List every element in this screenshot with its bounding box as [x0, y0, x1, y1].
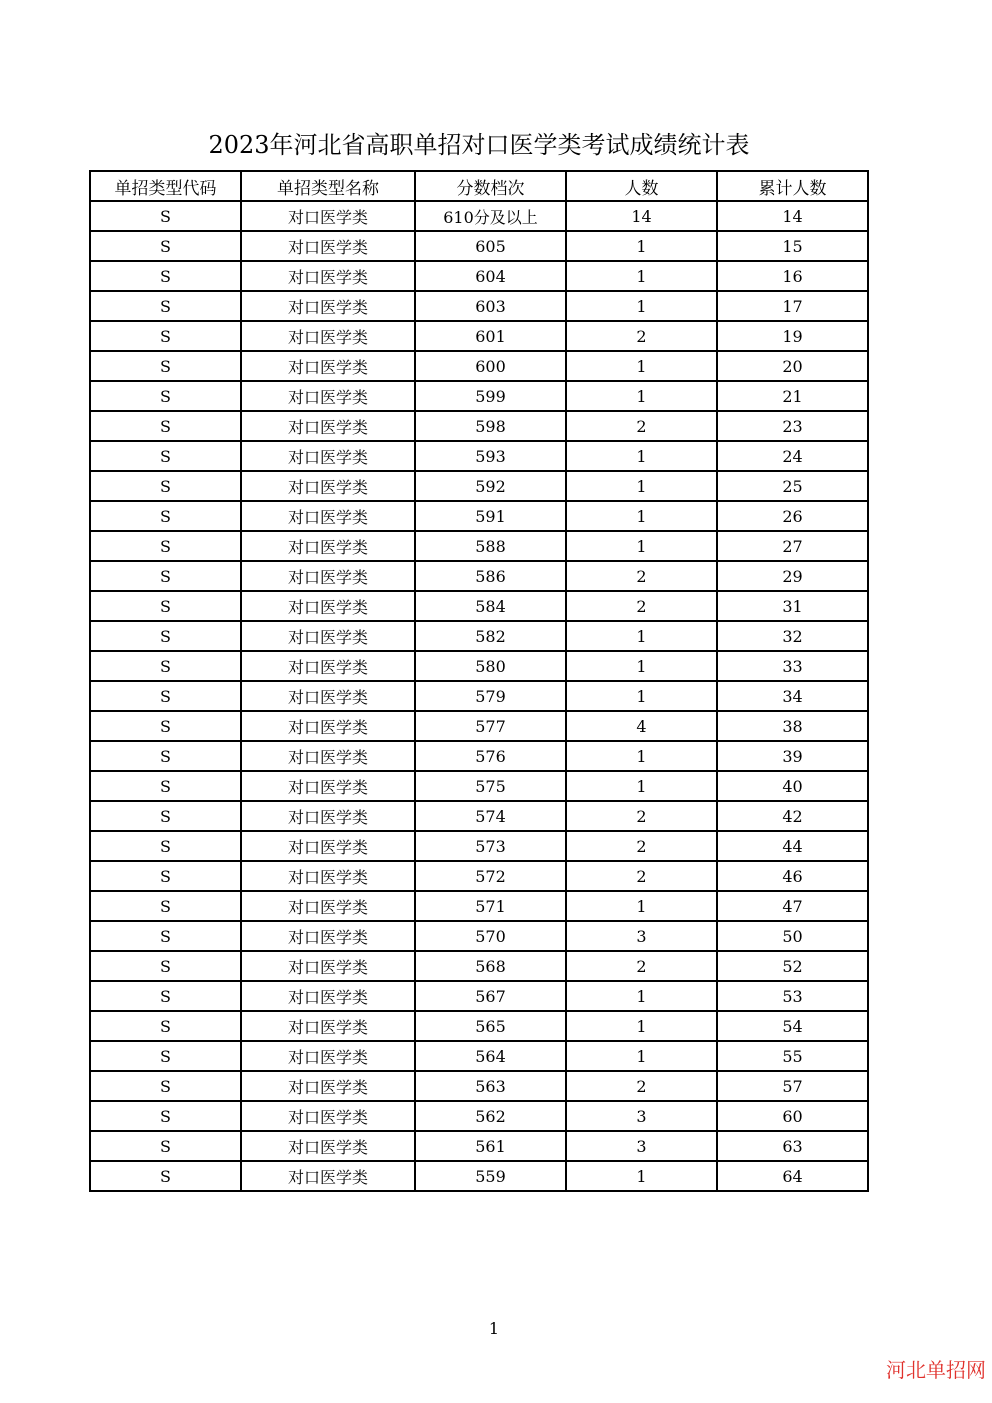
column-header-type-code: 单招类型代码 — [90, 171, 241, 201]
cell-cumulative: 17 — [717, 291, 868, 321]
table-row — [90, 1161, 868, 1191]
cell-cumulative: 24 — [717, 441, 868, 471]
cell-type-name: 对口医学类 — [241, 651, 415, 681]
table-row — [90, 381, 868, 411]
cell-cumulative: 44 — [717, 831, 868, 861]
cell-cumulative: 60 — [717, 1101, 868, 1131]
cell-type-code: S — [90, 351, 241, 381]
column-header-count: 人数 — [566, 171, 717, 201]
cell-count: 2 — [566, 321, 717, 351]
table-row — [90, 831, 868, 861]
table-row — [90, 921, 868, 951]
cell-type-code: S — [90, 441, 241, 471]
table-row — [90, 801, 868, 831]
cell-count: 1 — [566, 621, 717, 651]
table-row — [90, 1041, 868, 1071]
cell-type-code: S — [90, 981, 241, 1011]
cell-type-code: S — [90, 831, 241, 861]
cell-cumulative: 25 — [717, 471, 868, 501]
table-body — [90, 201, 868, 1191]
cell-score-band: 562 — [415, 1101, 566, 1131]
table-row — [90, 441, 868, 471]
cell-cumulative: 47 — [717, 891, 868, 921]
table-row — [90, 531, 868, 561]
cell-count: 1 — [566, 891, 717, 921]
cell-type-name: 对口医学类 — [241, 891, 415, 921]
table-row — [90, 411, 868, 441]
cell-type-name: 对口医学类 — [241, 531, 415, 561]
cell-score-band: 603 — [415, 291, 566, 321]
cell-type-name: 对口医学类 — [241, 231, 415, 261]
cell-cumulative: 38 — [717, 711, 868, 741]
cell-type-name: 对口医学类 — [241, 1101, 415, 1131]
cell-type-code: S — [90, 321, 241, 351]
cell-score-band: 580 — [415, 651, 566, 681]
cell-type-name: 对口医学类 — [241, 201, 415, 231]
table-row — [90, 291, 868, 321]
cell-cumulative: 39 — [717, 741, 868, 771]
cell-count: 1 — [566, 531, 717, 561]
cell-cumulative: 57 — [717, 1071, 868, 1101]
cell-score-band: 567 — [415, 981, 566, 1011]
cell-type-code: S — [90, 1041, 241, 1071]
cell-type-name: 对口医学类 — [241, 801, 415, 831]
cell-cumulative: 46 — [717, 861, 868, 891]
cell-cumulative: 15 — [717, 231, 868, 261]
cell-type-code: S — [90, 261, 241, 291]
cell-count: 1 — [566, 1161, 717, 1191]
cell-type-code: S — [90, 201, 241, 231]
cell-cumulative: 50 — [717, 921, 868, 951]
cell-cumulative: 27 — [717, 531, 868, 561]
cell-cumulative: 52 — [717, 951, 868, 981]
table-row — [90, 681, 868, 711]
cell-type-code: S — [90, 231, 241, 261]
cell-type-name: 对口医学类 — [241, 831, 415, 861]
cell-count: 1 — [566, 1041, 717, 1071]
cell-type-name: 对口医学类 — [241, 1011, 415, 1041]
column-header-score-band: 分数档次 — [415, 171, 566, 201]
cell-cumulative: 23 — [717, 411, 868, 441]
cell-score-band: 561 — [415, 1131, 566, 1161]
cell-cumulative: 26 — [717, 501, 868, 531]
cell-cumulative: 16 — [717, 261, 868, 291]
cell-score-band: 604 — [415, 261, 566, 291]
cell-type-code: S — [90, 861, 241, 891]
table-row — [90, 621, 868, 651]
cell-count: 2 — [566, 951, 717, 981]
cell-type-code: S — [90, 651, 241, 681]
table-row — [90, 351, 868, 381]
cell-count: 3 — [566, 1101, 717, 1131]
table-row — [90, 651, 868, 681]
cell-score-band: 600 — [415, 351, 566, 381]
table-header-row — [90, 171, 868, 201]
cell-type-name: 对口医学类 — [241, 861, 415, 891]
score-table — [89, 170, 869, 1192]
cell-cumulative: 21 — [717, 381, 868, 411]
table-row — [90, 201, 868, 231]
table-row — [90, 891, 868, 921]
cell-score-band: 588 — [415, 531, 566, 561]
cell-type-code: S — [90, 681, 241, 711]
cell-type-code: S — [90, 1131, 241, 1161]
cell-score-band: 563 — [415, 1071, 566, 1101]
page-title: 2023年河北省高职单招对口医学类考试成绩统计表 — [208, 131, 750, 159]
cell-count: 1 — [566, 741, 717, 771]
cell-type-code: S — [90, 711, 241, 741]
cell-cumulative: 34 — [717, 681, 868, 711]
cell-score-band: 571 — [415, 891, 566, 921]
cell-type-name: 对口医学类 — [241, 321, 415, 351]
cell-type-code: S — [90, 501, 241, 531]
table-row — [90, 951, 868, 981]
cell-score-band: 582 — [415, 621, 566, 651]
cell-score-band: 565 — [415, 1011, 566, 1041]
page-number: 1 — [488, 1319, 500, 1338]
table-row — [90, 771, 868, 801]
cell-count: 2 — [566, 1071, 717, 1101]
cell-score-band: 576 — [415, 741, 566, 771]
cell-type-name: 对口医学类 — [241, 621, 415, 651]
cell-score-band: 605 — [415, 231, 566, 261]
column-header-type-name: 单招类型名称 — [241, 171, 415, 201]
cell-cumulative: 31 — [717, 591, 868, 621]
cell-type-code: S — [90, 921, 241, 951]
table-row — [90, 1071, 868, 1101]
cell-score-band: 573 — [415, 831, 566, 861]
cell-type-code: S — [90, 891, 241, 921]
cell-score-band: 572 — [415, 861, 566, 891]
cell-type-name: 对口医学类 — [241, 261, 415, 291]
cell-type-name: 对口医学类 — [241, 711, 415, 741]
cell-type-name: 对口医学类 — [241, 351, 415, 381]
table-row — [90, 561, 868, 591]
cell-score-band: 570 — [415, 921, 566, 951]
cell-type-name: 对口医学类 — [241, 951, 415, 981]
cell-type-name: 对口医学类 — [241, 501, 415, 531]
cell-count: 1 — [566, 471, 717, 501]
cell-count: 1 — [566, 441, 717, 471]
cell-type-code: S — [90, 531, 241, 561]
cell-type-code: S — [90, 591, 241, 621]
cell-type-name: 对口医学类 — [241, 741, 415, 771]
cell-score-band: 586 — [415, 561, 566, 591]
cell-cumulative: 33 — [717, 651, 868, 681]
cell-type-code: S — [90, 741, 241, 771]
table-row — [90, 591, 868, 621]
cell-type-code: S — [90, 411, 241, 441]
cell-count: 3 — [566, 1131, 717, 1161]
cell-cumulative: 20 — [717, 351, 868, 381]
cell-count: 1 — [566, 231, 717, 261]
cell-score-band: 593 — [415, 441, 566, 471]
cell-type-name: 对口医学类 — [241, 561, 415, 591]
cell-count: 1 — [566, 981, 717, 1011]
cell-type-code: S — [90, 801, 241, 831]
cell-count: 1 — [566, 651, 717, 681]
column-header-cumulative: 累计人数 — [717, 171, 868, 201]
cell-count: 1 — [566, 681, 717, 711]
cell-score-band: 577 — [415, 711, 566, 741]
table-row — [90, 1101, 868, 1131]
cell-cumulative: 40 — [717, 771, 868, 801]
cell-cumulative: 19 — [717, 321, 868, 351]
cell-type-code: S — [90, 1071, 241, 1101]
cell-count: 2 — [566, 861, 717, 891]
cell-cumulative: 55 — [717, 1041, 868, 1071]
table-row — [90, 1011, 868, 1041]
cell-score-band: 598 — [415, 411, 566, 441]
cell-cumulative: 63 — [717, 1131, 868, 1161]
cell-count: 2 — [566, 831, 717, 861]
cell-cumulative: 64 — [717, 1161, 868, 1191]
cell-type-name: 对口医学类 — [241, 471, 415, 501]
cell-type-name: 对口医学类 — [241, 921, 415, 951]
table-row — [90, 471, 868, 501]
cell-type-code: S — [90, 561, 241, 591]
cell-count: 1 — [566, 261, 717, 291]
cell-count: 2 — [566, 561, 717, 591]
cell-score-band: 610分及以上 — [415, 201, 566, 231]
cell-cumulative: 53 — [717, 981, 868, 1011]
cell-score-band: 568 — [415, 951, 566, 981]
cell-type-code: S — [90, 1011, 241, 1041]
cell-type-name: 对口医学类 — [241, 1041, 415, 1071]
cell-score-band: 599 — [415, 381, 566, 411]
cell-type-code: S — [90, 381, 241, 411]
cell-score-band: 592 — [415, 471, 566, 501]
table-row — [90, 861, 868, 891]
table-row — [90, 501, 868, 531]
table-row — [90, 1131, 868, 1161]
cell-type-code: S — [90, 771, 241, 801]
cell-count: 2 — [566, 591, 717, 621]
cell-count: 3 — [566, 921, 717, 951]
cell-type-name: 对口医学类 — [241, 381, 415, 411]
cell-count: 4 — [566, 711, 717, 741]
cell-cumulative: 54 — [717, 1011, 868, 1041]
cell-type-name: 对口医学类 — [241, 681, 415, 711]
cell-type-name: 对口医学类 — [241, 441, 415, 471]
cell-score-band: 564 — [415, 1041, 566, 1071]
cell-score-band: 579 — [415, 681, 566, 711]
table-row — [90, 321, 868, 351]
cell-count: 14 — [566, 201, 717, 231]
cell-type-name: 对口医学类 — [241, 981, 415, 1011]
cell-score-band: 574 — [415, 801, 566, 831]
cell-count: 1 — [566, 351, 717, 381]
cell-type-code: S — [90, 471, 241, 501]
cell-score-band: 584 — [415, 591, 566, 621]
cell-type-name: 对口医学类 — [241, 1131, 415, 1161]
watermark: 河北单招网 — [886, 1358, 986, 1382]
cell-cumulative: 29 — [717, 561, 868, 591]
cell-count: 1 — [566, 291, 717, 321]
cell-type-code: S — [90, 1161, 241, 1191]
cell-score-band: 575 — [415, 771, 566, 801]
cell-type-name: 对口医学类 — [241, 591, 415, 621]
cell-count: 2 — [566, 801, 717, 831]
table-row — [90, 741, 868, 771]
cell-type-code: S — [90, 291, 241, 321]
table-row — [90, 711, 868, 741]
cell-cumulative: 14 — [717, 201, 868, 231]
cell-count: 1 — [566, 501, 717, 531]
cell-type-code: S — [90, 621, 241, 651]
cell-type-name: 对口医学类 — [241, 1161, 415, 1191]
cell-type-code: S — [90, 1101, 241, 1131]
cell-count: 1 — [566, 1011, 717, 1041]
cell-count: 1 — [566, 381, 717, 411]
table-row — [90, 981, 868, 1011]
cell-type-name: 对口医学类 — [241, 291, 415, 321]
cell-count: 1 — [566, 771, 717, 801]
table-row — [90, 231, 868, 261]
cell-cumulative: 32 — [717, 621, 868, 651]
cell-score-band: 601 — [415, 321, 566, 351]
cell-count: 2 — [566, 411, 717, 441]
cell-type-name: 对口医学类 — [241, 411, 415, 441]
cell-cumulative: 42 — [717, 801, 868, 831]
table-row — [90, 261, 868, 291]
cell-score-band: 559 — [415, 1161, 566, 1191]
cell-type-code: S — [90, 951, 241, 981]
cell-type-name: 对口医学类 — [241, 771, 415, 801]
cell-score-band: 591 — [415, 501, 566, 531]
cell-type-name: 对口医学类 — [241, 1071, 415, 1101]
